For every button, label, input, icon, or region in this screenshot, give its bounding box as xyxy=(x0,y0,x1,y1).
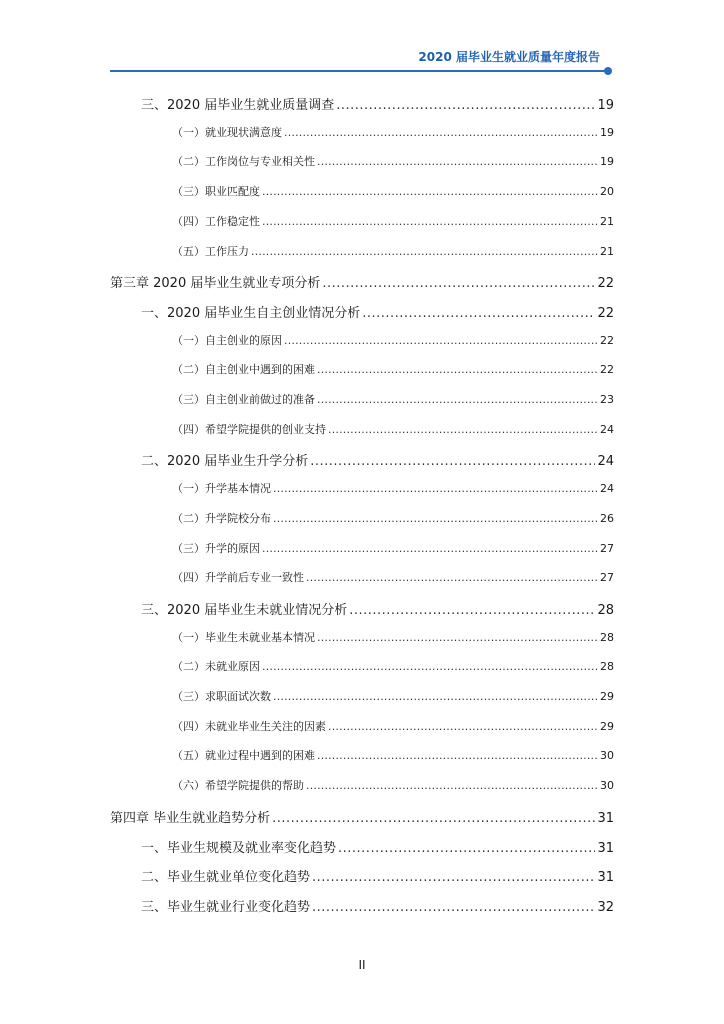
toc-entry-title: （二）工作岗位与专业相关性 xyxy=(172,155,315,169)
toc-entry-title: （二）升学院校分布 xyxy=(172,511,271,525)
toc-dot-leader xyxy=(251,245,598,258)
toc-entry-page: 30 xyxy=(600,749,614,763)
toc-dot-leader xyxy=(262,185,598,198)
toc-entry-title: （二）自主创业中遇到的困难 xyxy=(172,363,315,377)
toc-entry[interactable] xyxy=(172,480,614,496)
toc-dot-leader xyxy=(349,603,595,618)
toc-entry[interactable] xyxy=(110,272,614,291)
toc-entry[interactable] xyxy=(172,124,614,140)
toc-entry[interactable] xyxy=(141,896,614,915)
toc-entry-page: 22 xyxy=(600,333,614,347)
toc-dot-leader xyxy=(273,690,598,703)
toc-entry[interactable] xyxy=(172,688,614,704)
toc-entry-page: 29 xyxy=(600,690,614,703)
toc-entry[interactable] xyxy=(172,361,614,377)
toc-entry[interactable] xyxy=(172,332,614,348)
toc-dot-leader xyxy=(312,900,595,915)
toc-entry-page: 19 xyxy=(597,98,614,113)
toc-dot-leader xyxy=(328,720,598,733)
toc-entry[interactable] xyxy=(172,569,614,585)
toc-entry-page: 21 xyxy=(600,214,614,228)
toc-entry-page: 24 xyxy=(600,482,614,496)
toc-entry-title: 二、2020 届毕业生升学分析 xyxy=(141,454,309,470)
toc-entry-page: 19 xyxy=(600,155,614,169)
toc-entry[interactable] xyxy=(141,599,614,618)
toc-entry-title: （五）工作压力 xyxy=(172,244,249,258)
toc-entry-title: （三）升学的原因 xyxy=(172,541,260,555)
toc-entry-title: （四）工作稳定性 xyxy=(172,214,260,228)
toc-entry-page: 32 xyxy=(597,899,614,915)
toc-dot-leader xyxy=(262,542,598,555)
toc-entry-page: 28 xyxy=(600,660,614,674)
toc-entry-page: 30 xyxy=(600,779,614,793)
toc-entry-title: 一、2020 届毕业生自主创业情况分析 xyxy=(141,305,361,321)
toc-entry[interactable] xyxy=(172,391,614,407)
header-rule xyxy=(110,70,608,72)
toc-entry[interactable] xyxy=(172,777,614,793)
toc-entry[interactable] xyxy=(172,183,614,199)
toc-entry-title: 三、2020 届毕业生就业质量调查 xyxy=(141,98,335,113)
toc-entry-title: 一、毕业生规模及就业率变化趋势 xyxy=(141,840,337,856)
toc-entry[interactable] xyxy=(141,450,614,469)
toc-entry-page: 24 xyxy=(600,422,614,436)
toc-dot-leader xyxy=(272,811,595,826)
toc-entry-title: （六）希望学院提供的帮助 xyxy=(172,779,304,793)
toc-dot-leader xyxy=(273,482,598,495)
toc-entry[interactable] xyxy=(172,153,614,169)
toc-entry[interactable] xyxy=(141,302,614,321)
page-number: II xyxy=(358,958,366,972)
toc-entry-page: 28 xyxy=(600,630,614,644)
toc-entry-page: 19 xyxy=(600,125,614,139)
toc-dot-leader xyxy=(317,393,598,406)
toc-entry-title: 三、毕业生就业行业变化趋势 xyxy=(141,899,311,915)
toc-entry-page: 24 xyxy=(597,454,614,470)
toc-entry-page: 20 xyxy=(600,185,614,199)
toc-dot-leader xyxy=(310,454,595,469)
toc-dot-leader xyxy=(273,512,598,525)
toc-entry-page: 27 xyxy=(600,571,614,585)
toc-entry-title: （四）升学前后专业一致性 xyxy=(172,571,304,585)
toc-entry-title: 第四章 毕业生就业趋势分析 xyxy=(110,810,271,826)
toc-entry-title: 二、毕业生就业单位变化趋势 xyxy=(141,870,311,886)
toc-dot-leader xyxy=(262,660,598,673)
toc-entry-page: 26 xyxy=(600,511,614,525)
toc-entry[interactable] xyxy=(172,747,614,763)
toc-entry-page: 31 xyxy=(597,870,614,886)
toc-dot-leader xyxy=(306,571,598,584)
toc-dot-leader xyxy=(284,334,598,347)
toc-dot-leader xyxy=(362,306,595,321)
toc-dot-leader xyxy=(312,870,595,885)
toc-entry-title: 三、2020 届毕业生未就业情况分析 xyxy=(141,602,348,618)
toc-dot-leader xyxy=(338,841,595,856)
toc-dot-leader xyxy=(336,98,595,113)
toc-entry-title: （二）未就业原因 xyxy=(172,660,260,674)
toc-entry-page: 22 xyxy=(600,363,614,377)
toc-entry-title: （三）求职面试次数 xyxy=(172,690,271,703)
toc-entry[interactable] xyxy=(172,658,614,674)
toc-entry[interactable] xyxy=(172,510,614,526)
toc-entry[interactable] xyxy=(172,540,614,556)
toc-entry-page: 23 xyxy=(600,393,614,406)
toc-dot-leader xyxy=(317,631,598,644)
toc-entry-title: （五）就业过程中遇到的困难 xyxy=(172,749,315,763)
toc-entry-title: （一）毕业生未就业基本情况 xyxy=(172,630,315,644)
toc-entry[interactable] xyxy=(141,837,614,856)
toc-entry-title: （一）升学基本情况 xyxy=(172,482,271,496)
toc-entry-title: （四）未就业毕业生关注的因素 xyxy=(172,719,326,733)
toc-entry-title: （一）自主创业的原因 xyxy=(172,333,282,347)
toc-dot-leader xyxy=(328,423,598,436)
toc-entry-title: 第三章 2020 届毕业生就业专项分析 xyxy=(110,276,321,292)
toc-entry[interactable] xyxy=(172,718,614,734)
toc-entry-page: 28 xyxy=(597,602,614,618)
toc-entry-page: 22 xyxy=(597,276,614,292)
toc-dot-leader xyxy=(322,276,595,291)
toc-entry-page: 31 xyxy=(597,810,614,826)
toc-entry[interactable] xyxy=(141,866,614,885)
toc-entry[interactable] xyxy=(141,94,614,113)
header-rule-dot xyxy=(604,67,612,75)
toc-entry[interactable] xyxy=(172,421,614,437)
toc-entry[interactable] xyxy=(110,807,614,826)
toc-entry[interactable] xyxy=(172,629,614,645)
toc-dot-leader xyxy=(317,749,598,762)
running-header-title: 2020 届毕业生就业质量年度报告 xyxy=(418,50,600,64)
toc-entry[interactable] xyxy=(172,243,614,259)
toc-entry-title: （四）希望学院提供的创业支持 xyxy=(172,422,326,436)
toc-dot-leader xyxy=(284,126,598,139)
toc-dot-leader xyxy=(317,363,598,376)
toc-entry-page: 21 xyxy=(600,244,614,258)
toc-dot-leader xyxy=(262,215,598,228)
toc-entry[interactable] xyxy=(172,213,614,229)
toc-entry-title: （三）自主创业前做过的准备 xyxy=(172,393,315,406)
toc-dot-leader xyxy=(306,779,598,792)
toc-entry-page: 31 xyxy=(597,840,614,856)
toc-entry-title: （三）职业匹配度 xyxy=(172,185,260,199)
toc-dot-leader xyxy=(317,155,598,168)
toc-entry-page: 29 xyxy=(600,719,614,733)
toc-entry-page: 22 xyxy=(597,305,614,321)
toc-entry-title: （一）就业现状满意度 xyxy=(172,125,282,139)
toc-entry-page: 27 xyxy=(600,541,614,555)
